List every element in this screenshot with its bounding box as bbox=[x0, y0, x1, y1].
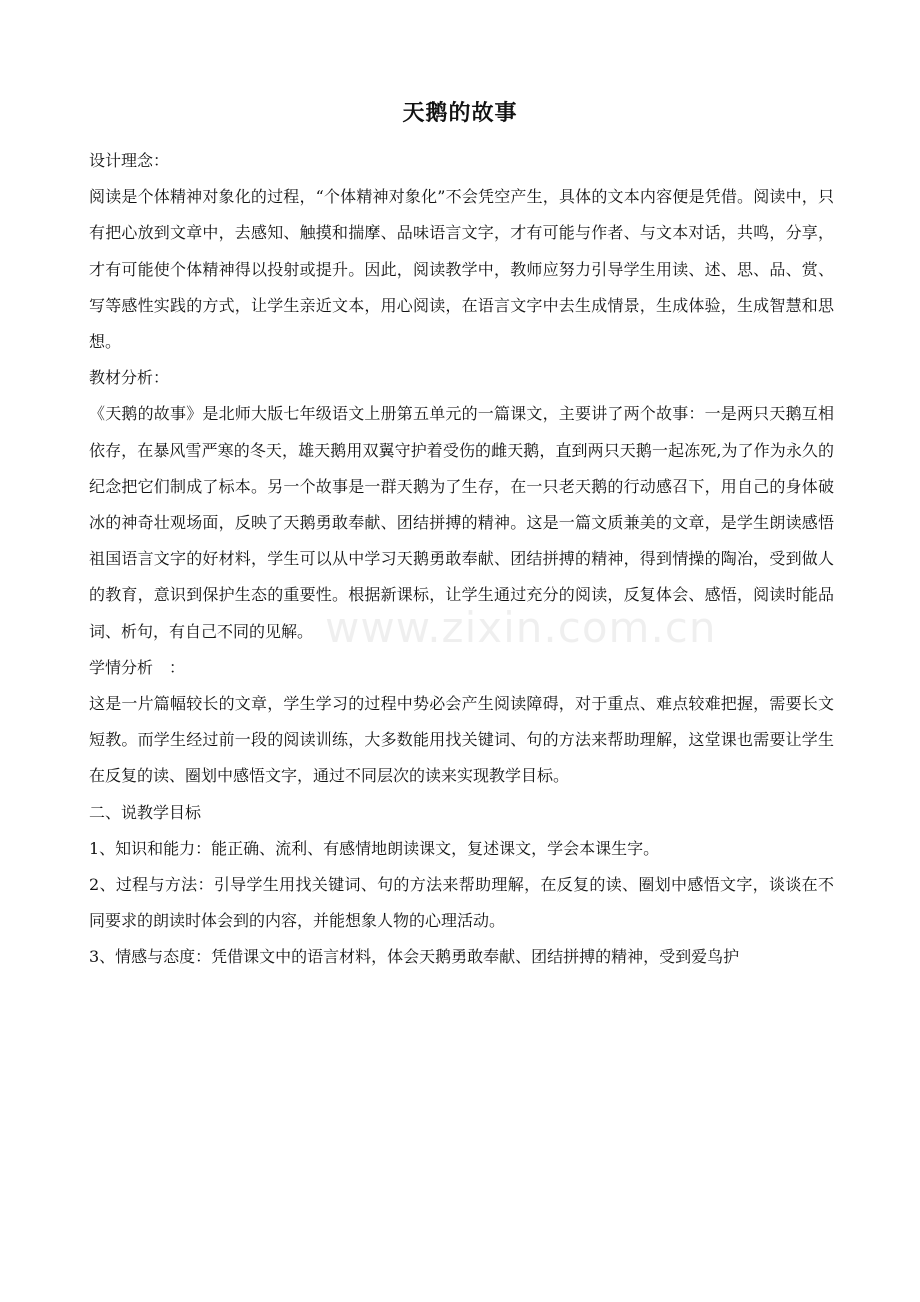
watermark: www.zixin.com.cn bbox=[325, 603, 717, 652]
section-heading-teaching-goals: 二、说教学目标 bbox=[89, 802, 202, 822]
section-body-textbook-analysis: 《天鹅的故事》是北师大版七年级语文上册第五单元的一篇课文，主要讲了两个故事：一是两只天鹅互相依存，在暴风雪严寒的冬天，雄天鹅用双翼守护着受伤的雌天鹅，直到两只天鹅一起冻死,为了作为永久的纪念把它们制成了标本。另一个故事是一群天鹅为了生存，在一只老天鹅的行动感召下，用自己的身体破冰的神奇壮观场面，反映了天鹅勇敢奉献、团结拼搏的精神。这是一篇文质兼美的文章，是学生朗读感悟祖国语言文字的好材料，学生可以从中学习天鹅勇敢奉献、团结拼搏的精神，得到情操的陶冶，受到做人的教育，意识到保护生态的重要性。根据新课标，让学生通过充分的阅读，反复体会、感悟，阅读时能品词、析句，有自己不同的见解。 bbox=[89, 404, 834, 641]
section-heading-student-analysis: 学情分析 ： bbox=[89, 657, 186, 677]
document-body bbox=[89, 143, 834, 976]
document-title: 天鹅的故事 bbox=[402, 101, 518, 126]
section-body-student-analysis: 这是一片篇幅较长的文章，学生学习的过程中势必会产生阅读障碍，对于重点、难点较难把握，需要长文短教。而学生经过前一段的阅读训练，大多数能用找关键词、句的方法来帮助理解，这堂课也需要让学生在反复的读、圈划中感悟文字，通过不同层次的读来实现教学目标。 bbox=[89, 694, 834, 786]
section-body-design-concept: 阅读是个体精神对象化的过程，“个体精神对象化”不会凭空产生，具体的文本内容便是凭借。阅读中，只有把心放到文章中，去感知、触摸和揣摩、品味语言文字，才有可能与作者、与文本对话，共鸣，分享，才有可能使个体精神得以投射或提升。因此，阅读教学中，教师应努力引导学生用读、述、思、品、赏、写等感性实践的方式，让学生亲近文本，用心阅读，在语言文字中去生成情景，生成体验，生成智慧和思想。 bbox=[89, 187, 834, 352]
goal-item-process: 2、过程与方法：引导学生用找关键词、句的方法来帮助理解，在反复的读、圈划中感悟文字，谈谈在不同要求的朗读时体会到的内容，并能想象人物的心理活动。 bbox=[89, 875, 834, 931]
goal-item-knowledge: 1、知识和能力：能正确、流利、有感情地朗读课文，复述课文，学会本课生字。 bbox=[89, 838, 660, 858]
section-heading-design-concept: 设计理念： bbox=[89, 151, 170, 170]
section-heading-textbook-analysis: 教材分析： bbox=[89, 368, 170, 388]
goal-item-emotion: 3、情感与态度：凭借课文中的语言材料，体会天鹅勇敢奉献、团结拼搏的精神，受到爱鸟护 bbox=[89, 947, 740, 967]
